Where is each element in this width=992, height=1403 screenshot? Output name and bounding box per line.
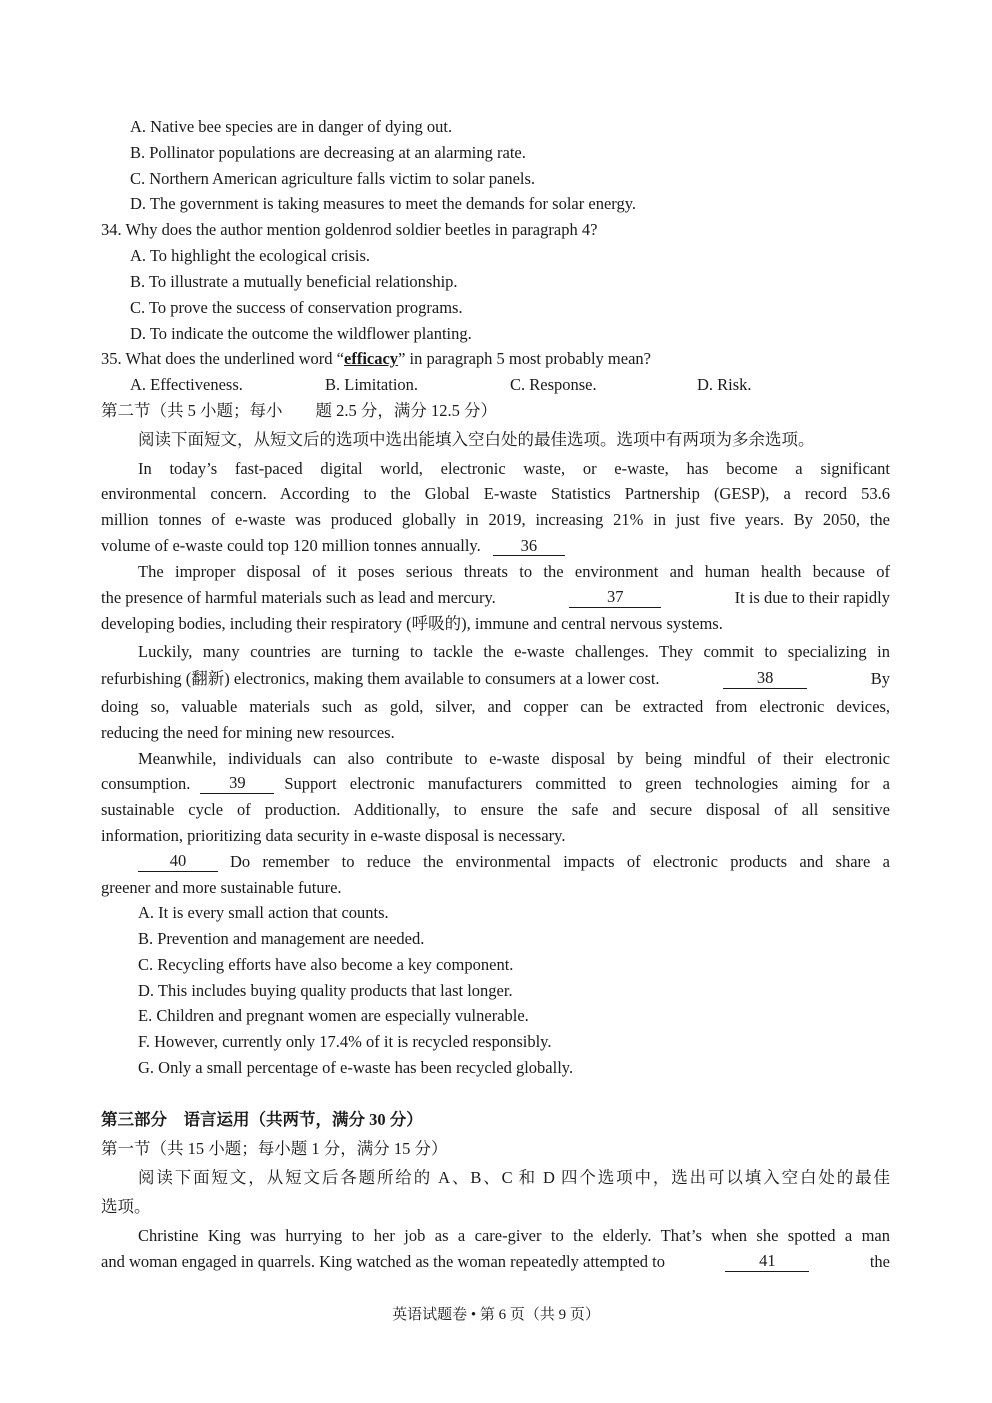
s2-option-a: A. It is every small action that counts. [138, 903, 389, 922]
p3-line4: reducing the need for mining new resources. [101, 723, 395, 742]
q35-option-c: C. Response. [510, 375, 597, 394]
p1-line1: In today’s fast-paced digital world, electronic waste, or e-waste, has become a significant [138, 459, 890, 478]
p3-line1: Luckily, many countries are turning to tackle the e-waste challenges. They commit to specializing in [138, 642, 890, 661]
q35-option-a: A. Effectiveness. [130, 375, 243, 394]
p1-line4 [101, 536, 565, 556]
q35-question-pre: 35. What does the underlined word “ [101, 349, 345, 368]
q35-option-d: D. Risk. [697, 375, 752, 394]
p5-line2: greener and more sustainable future. [101, 878, 342, 897]
part3-p1-line2 [101, 1252, 890, 1272]
q34-option-b: B. To illustrate a mutually beneficial relationship. [130, 272, 458, 291]
part3-instruction-line2: 选项。 [101, 1197, 151, 1216]
part3-section1-heading: 第一节（共 15 小题；每小题 1 分，满分 15 分） [101, 1139, 448, 1158]
p3-line2-text-b: By [870, 669, 890, 688]
p2-line1: The improper disposal of it poses serious threats to the environment and human health because of [138, 562, 890, 581]
part3-p1-line2-text-a: and woman engaged in quarrels. King watched as the woman repeatedly attempted to [101, 1252, 666, 1271]
s2-option-e: E. Children and pregnant women are especially vulnerable. [138, 1006, 529, 1025]
p1-line3: million tonnes of e-waste was produced globally in 2019, increasing 21% in just five years. By 2050, the [101, 510, 890, 529]
q33-option-d: D. The government is taking measures to meet the demands for solar energy. [130, 194, 637, 213]
q34-option-a: A. To highlight the ecological crisis. [130, 246, 371, 265]
blank-37: 37 [569, 588, 661, 608]
part3-p1-line2-text-b: the [869, 1252, 890, 1271]
q34-question: 34. Why does the author mention goldenrod soldier beetles in paragraph 4? [101, 220, 598, 239]
q34-option-c: C. To prove the success of conservation programs. [130, 298, 463, 317]
s2-option-b: B. Prevention and management are needed. [138, 929, 425, 948]
blank-40: 40 [138, 852, 218, 872]
q33-option-b: B. Pollinator populations are decreasing at an alarming rate. [130, 143, 526, 162]
p4-line2-text-b: Support electronic manufacturers committed to green technologies aiming for a [284, 774, 890, 793]
q33-option-a: A. Native bee species are in danger of dying out. [130, 117, 453, 136]
underlined-word: efficacy [344, 349, 399, 368]
blank-39: 39 [200, 774, 274, 794]
q35-option-b: B. Limitation. [325, 375, 419, 394]
p3-line3: doing so, valuable materials such as gold, silver, and copper can be extracted from electronic devices, [101, 697, 890, 716]
p2-line2-text-b: It is due to their rapidly [734, 588, 890, 607]
blank-41: 41 [725, 1252, 809, 1272]
s2-option-d: D. This includes buying quality products that last longer. [138, 981, 513, 1000]
p4-line1: Meanwhile, individuals can also contribute to e-waste disposal by being mindful of their electronic [138, 749, 890, 768]
p2-line2 [101, 588, 890, 608]
p5-line1 [138, 852, 890, 872]
p1-line2: environmental concern. According to the Global E-waste Statistics Partnership (GESP), a record 53.6 [101, 484, 890, 503]
p3-line2-text-a: refurbishing (翻新) electronics, making them available to consumers at a lower cost. [101, 669, 660, 688]
p4-line3: sustainable cycle of production. Additionally, to ensure the safe and secure disposal of all sensitive [101, 800, 890, 819]
p2-line3: developing bodies, including their respiratory (呼吸的), immune and central nervous systems. [101, 614, 723, 633]
page-footer: 英语试题卷 • 第 6 页（共 9 页） [392, 1307, 600, 1323]
blank-38: 38 [723, 669, 807, 689]
blank-36: 36 [493, 537, 565, 556]
p4-line2 [101, 774, 890, 794]
part3-heading: 第三部分 语言运用（共两节，满分 30 分） [101, 1110, 423, 1129]
q35-question-post: ” in paragraph 5 most probably mean? [398, 349, 651, 368]
p3-line2 [101, 669, 890, 689]
section2-instruction: 阅读下面短文，从短文后的选项中选出能填入空白处的最佳选项。选项中有两项为多余选项。 [138, 430, 815, 449]
part3-p1-line1: Christine King was hurrying to her job as a care-giver to the elderly. That’s when she spotted a man [138, 1226, 890, 1245]
s2-option-f: F. However, currently only 17.4% of it is recycled responsibly. [138, 1032, 552, 1051]
p4-line4: information, prioritizing data security in e-waste disposal is necessary. [101, 826, 566, 845]
q35-question [101, 349, 651, 369]
s2-option-g: G. Only a small percentage of e-waste has been recycled globally. [138, 1058, 574, 1077]
section2-heading: 第二节（共 5 小题；每小 题 2.5 分，满分 12.5 分） [101, 401, 497, 420]
q33-option-c: C. Northern American agriculture falls victim to solar panels. [130, 169, 536, 188]
p5-line1-text: Do remember to reduce the environmental impacts of electronic products and share a [230, 852, 890, 871]
p2-line2-text-a: the presence of harmful materials such as lead and mercury. [101, 588, 496, 607]
p1-line4-text: volume of e-waste could top 120 million tonnes annually. [101, 536, 481, 555]
part3-instruction-line1: 阅读下面短文，从短文后各题所给的 A、B、C 和 D 四个选项中，选出可以填入空白处的最佳 [138, 1168, 890, 1187]
q34-option-d: D. To indicate the outcome the wildflower planting. [130, 324, 472, 343]
s2-option-c: C. Recycling efforts have also become a key component. [138, 955, 514, 974]
p4-line2-text-a: consumption. [101, 774, 191, 793]
